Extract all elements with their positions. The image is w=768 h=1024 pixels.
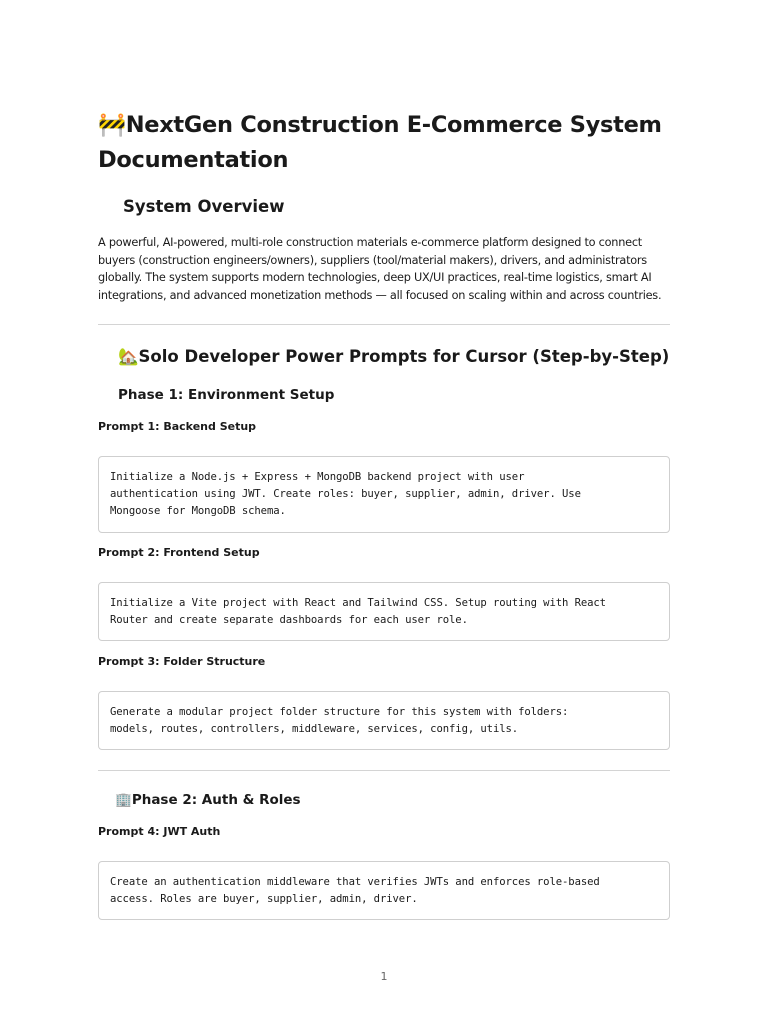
code-block (98, 456, 670, 533)
construction-sign-icon: 🚧 (98, 112, 126, 138)
code-block (98, 691, 670, 750)
prompts-section-heading-text: Solo Developer Power Prompts for Cursor (Step-by-Step) (138, 347, 670, 366)
phase1-heading: Phase 1: Environment Setup (118, 387, 335, 403)
house-icon: 🏡 (118, 347, 139, 366)
prompt-label: Prompt 3: Folder Structure (98, 655, 266, 668)
overview-paragraph: A powerful, AI-powered, multi-role construction materials e-commerce platform designed to connect buyers (construction engineers/owners), suppliers (tool/material makers), drivers, and administrators globally. The system supports modern technologies, deep UX/UI practices, real-time logistics, smart AI integrations, and advanced monetization methods — all focused on scaling within and across countries. (98, 236, 662, 302)
phase2-heading (115, 791, 301, 809)
code-block (98, 582, 670, 641)
code-block (98, 861, 670, 920)
divider (98, 324, 670, 325)
prompt-label: Prompt 1: Backend Setup (98, 420, 257, 433)
code-text: Initialize a Vite project with React and Tailwind CSS. Setup routing with React Router and create separate dashboards for each user role. (110, 596, 606, 626)
code-text: Create an authentication middleware that verifies JWTs and enforces role-based access. Roles are buyer, supplier, admin, driver. (110, 875, 600, 905)
prompt-label: Prompt 2: Frontend Setup (98, 546, 260, 559)
prompt-label: Prompt 4: JWT Auth (98, 825, 221, 838)
prompts-section-heading (118, 346, 669, 368)
overview-heading: System Overview (123, 197, 285, 216)
document-title (98, 108, 670, 178)
code-text: Initialize a Node.js + Express + MongoDB backend project with user authentication using JWT. Create roles: buyer, supplier, admin, driver. Use Mongoose for MongoDB schema. (110, 471, 581, 517)
code-text: Generate a modular project folder structure for this system with folders: models, routes, controllers, middleware, services, config, utils. (110, 705, 569, 735)
page-number: 1 (380, 970, 388, 983)
office-building-icon: 🏢 (115, 792, 132, 808)
phase2-heading-text: Phase 2: Auth & Roles (131, 792, 301, 808)
document-title-text: NextGen Construction E-Commerce System Documentation (98, 112, 662, 173)
divider (98, 770, 670, 771)
